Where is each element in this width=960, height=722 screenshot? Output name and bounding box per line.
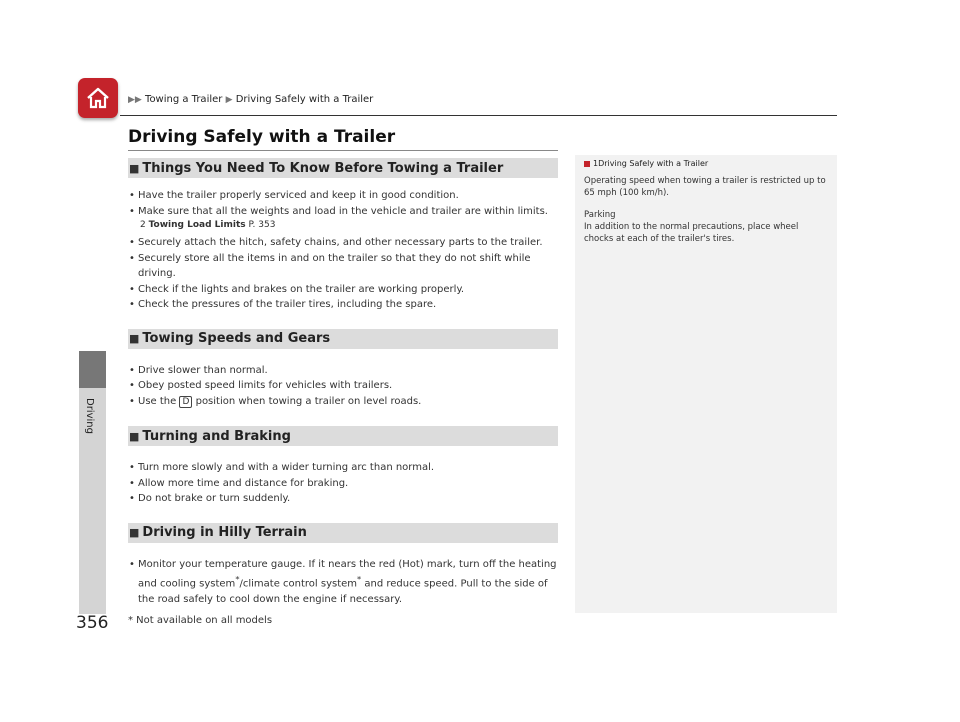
reference-arrow-icon: 2: [140, 220, 146, 230]
breadcrumb: [128, 94, 373, 105]
list-item: • Drive slower than normal.: [128, 363, 558, 379]
footnote-marker: *: [357, 574, 362, 584]
before-towing-list-continued: [128, 235, 558, 313]
chapter-tab-marker: [79, 351, 106, 388]
speeds-gears-list: [128, 363, 558, 410]
note-title: Driving Safely with a Trailer: [598, 159, 709, 168]
home-icon: [85, 86, 111, 110]
main-content: [128, 158, 558, 607]
page-title: Driving Safely with a Trailer: [128, 127, 396, 147]
list-item: • Monitor your temperature gauge. If it nears the red (Hot) mark, turn off the heating and cooling system*/climate control system* and reduce speed. Pull to the side of the road safely to cool down the engine if necessary.: [128, 557, 558, 608]
home-button[interactable]: [78, 78, 118, 118]
chapter-label: Driving: [84, 398, 95, 434]
list-item: • Make sure that all the weights and load in the vehicle and trailer are within limits.: [128, 204, 558, 220]
list-item: • Have the trailer properly serviced and keep it in good condition.: [128, 188, 558, 204]
list-item: • Check if the lights and brakes on the trailer are working properly.: [128, 282, 558, 298]
list-item: • Allow more time and distance for braking.: [128, 476, 558, 492]
note-marker-number: 1: [593, 159, 599, 168]
list-item: • Do not brake or turn suddenly.: [128, 491, 558, 507]
list-item: • Use the D position when towing a trailer on level roads.: [128, 394, 558, 410]
header-rule: [120, 115, 837, 116]
side-note-panel: [575, 155, 837, 613]
note-paragraph: Operating speed when towing a trailer is restricted up to 65 mph (100 km/h).: [584, 176, 826, 198]
section-heading-speeds-gears: ■ Towing Speeds and Gears: [128, 329, 558, 349]
turning-braking-list: [128, 460, 558, 507]
square-bullet-icon: ■: [129, 161, 140, 175]
gear-d-icon: D: [179, 396, 192, 408]
reference-page: P. 353: [248, 220, 276, 230]
title-rule: [128, 150, 558, 151]
footnote: * Not available on all models: [128, 615, 273, 626]
cross-reference[interactable]: [128, 219, 558, 232]
list-item: • Securely attach the hitch, safety chains, and other necessary parts to the trailer.: [128, 235, 558, 251]
note-subheading: Parking: [584, 210, 616, 220]
double-arrow-icon: ▶▶: [128, 95, 142, 105]
hilly-terrain-list: [128, 557, 558, 608]
square-bullet-icon: ■: [129, 429, 140, 443]
note-heading: [584, 159, 828, 168]
list-item: • Securely store all the items in and on the trailer so that they do not shift while driving.: [128, 251, 558, 282]
list-item: • Check the pressures of the trailer tires, including the spare.: [128, 297, 558, 313]
note-paragraph-parking: Parking In addition to the normal precautions, place wheel chocks at each of the trailer's tires.: [584, 209, 828, 245]
before-towing-list: [128, 188, 558, 219]
breadcrumb-item-towing[interactable]: Towing a Trailer: [145, 94, 223, 105]
breadcrumb-item-current: Driving Safely with a Trailer: [235, 94, 374, 105]
square-bullet-icon: ■: [129, 526, 140, 539]
section-heading-turning-braking: ■ Turning and Braking: [128, 426, 558, 446]
section-heading-hilly-terrain: ■ Driving in Hilly Terrain: [128, 523, 558, 543]
page-number: 356: [76, 613, 109, 633]
square-bullet-icon: ■: [129, 332, 140, 345]
arrow-icon: ▶: [225, 95, 233, 105]
footnote-marker: *: [235, 574, 240, 584]
section-heading-before-towing: ■ Things You Need To Know Before Towing a Trailer: [128, 158, 558, 178]
list-item: • Turn more slowly and with a wider turning arc than normal.: [128, 460, 558, 476]
reference-label: Towing Load Limits: [148, 220, 246, 230]
list-item: • Obey posted speed limits for vehicles with trailers.: [128, 378, 558, 394]
note-marker-icon: [584, 161, 590, 167]
